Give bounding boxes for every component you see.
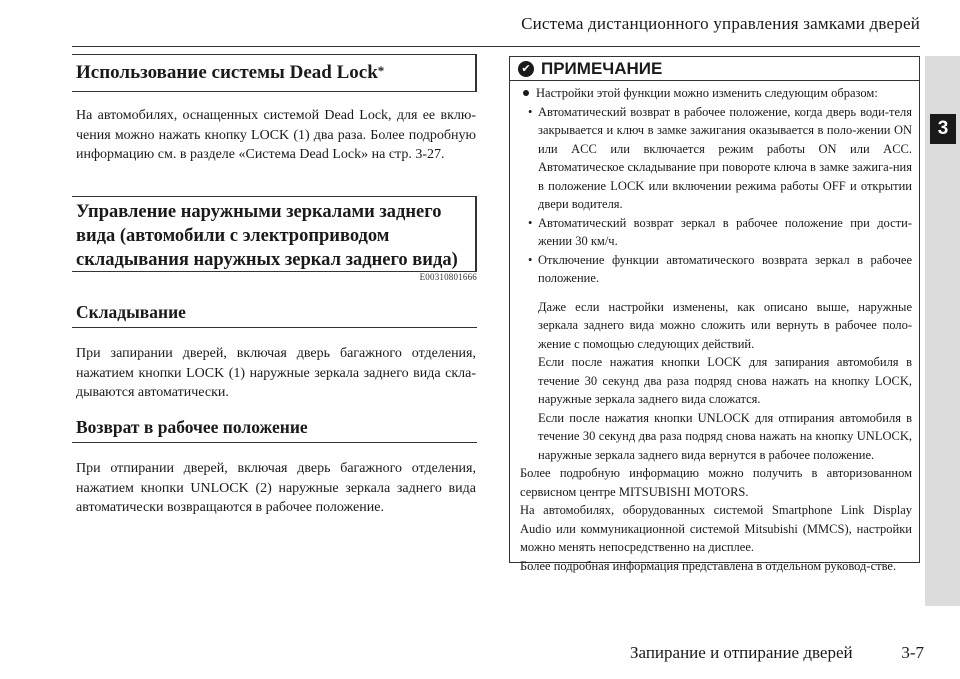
running-title: Система дистанционного управления замками дверей (521, 14, 920, 33)
note-paragraph: Если после нажатия кнопки LOCK для запирания автомобиля в течение 30 секунд два раза подряд снова нажать на кнопку LOCK, наружные зеркала заднего вида сложатся. (538, 355, 912, 406)
footer-section-name: Запирание и отпирание дверей (630, 643, 853, 662)
note-intro (520, 84, 912, 103)
note-body (520, 84, 912, 575)
chapter-number: 3 (930, 114, 956, 144)
note-paragraph: Даже если настройки изменены, как описано выше, наружные зеркала заднего вида можно сложить или вернуть в рабочее поло-жение с помощью следующих действий. (538, 299, 912, 351)
folding-paragraph: При запирании дверей, включая дверь багажного отделения, нажатием кнопки LOCK (1) наружные зеркала заднего вида скла-дываются автоматически. (76, 346, 476, 400)
section-title-mirrors (72, 196, 477, 272)
note-sub-text: Автоматический возврат в рабочее положение, когда дверь води-теля закрывается и ключ в замке зажигания оказывается в поло-жении ON или ACC или включается режим работы ON или ACC. Автоматическое складывание при повороте ключа в замке зажига-ния в положение LOCK или включении режима работы OFF и открытии двери водителя. (538, 104, 912, 211)
spacer (520, 288, 912, 298)
bullet: • (528, 104, 533, 119)
note-intro-text: Настройки этой функции можно изменить следующим образом: (536, 86, 878, 100)
section-title-mirrors-line1: Управление наружными зеркалами заднего (76, 202, 442, 222)
header-rule (72, 46, 920, 47)
dead-lock-paragraph: На автомобилях, оснащенных системой Dead Lock, для ее вклю-чения можно нажать кнопку LOCK (1) два раза. Более подробную информацию см. в разделе «Система Dead Lock» на стр. 3-27. (76, 108, 476, 162)
note-sub-item (520, 214, 912, 251)
note-title: ПРИМЕЧАНИЕ (541, 59, 663, 78)
section-title-mirrors-line2: вида (автомобили с электроприводом (76, 226, 390, 246)
section-title-dead-lock-text: Использование системы Dead Lock (76, 62, 378, 83)
note-sub-item (520, 103, 912, 214)
note-paragraph: Более подробную информацию можно получить в авторизованном сервисном центре MITSUBISHI MOTORS. (520, 466, 912, 499)
subsection-title-return: Возврат в рабочее положение (72, 415, 477, 443)
bullet: • (528, 252, 533, 267)
footnote-mark: * (377, 63, 385, 78)
note-paragraph: Более подробная информация представлена в отдельном руковод-стве. (520, 558, 897, 573)
note-sub-item (520, 251, 912, 288)
check-icon: ✔ (518, 61, 534, 77)
section-title-mirrors-line3: складывания наружных зеркал заднего вида) (76, 250, 458, 270)
note-sub-text: Отключение функции автоматического возврата зеркал в рабочее положение. (538, 252, 912, 285)
section-title-dead-lock (72, 54, 477, 92)
note-paragraph: На автомобилях, оборудованных системой Smartphone Link Display Audio или коммуникационной системой Mitsubishi (MMCS), настройки можно менять непосредственно на дисплее. (520, 503, 912, 554)
bullet: • (528, 215, 533, 230)
page-number: 3-7 (901, 643, 924, 662)
document-code: E00310801666 (419, 272, 477, 282)
return-paragraph: При отпирании дверей, включая дверь багажного отделения, нажатием кнопки UNLOCK (2) наружные зеркала заднего вида автоматически возвращаются в рабочее положение. (76, 461, 476, 515)
subsection-title-folding: Складывание (72, 300, 477, 328)
note-sub-text: Автоматический возврат зеркал в рабочее положение при дости-жении 30 км/ч. (538, 215, 912, 248)
note-paragraph: Если после нажатия кнопки UNLOCK для отпирания автомобиля в течение 30 секунд два раза подряд снова нажать на кнопку UNLOCK, наружные зеркала заднего вида вернутся в рабочее положение. (538, 410, 912, 462)
bullet-dot (523, 90, 529, 96)
